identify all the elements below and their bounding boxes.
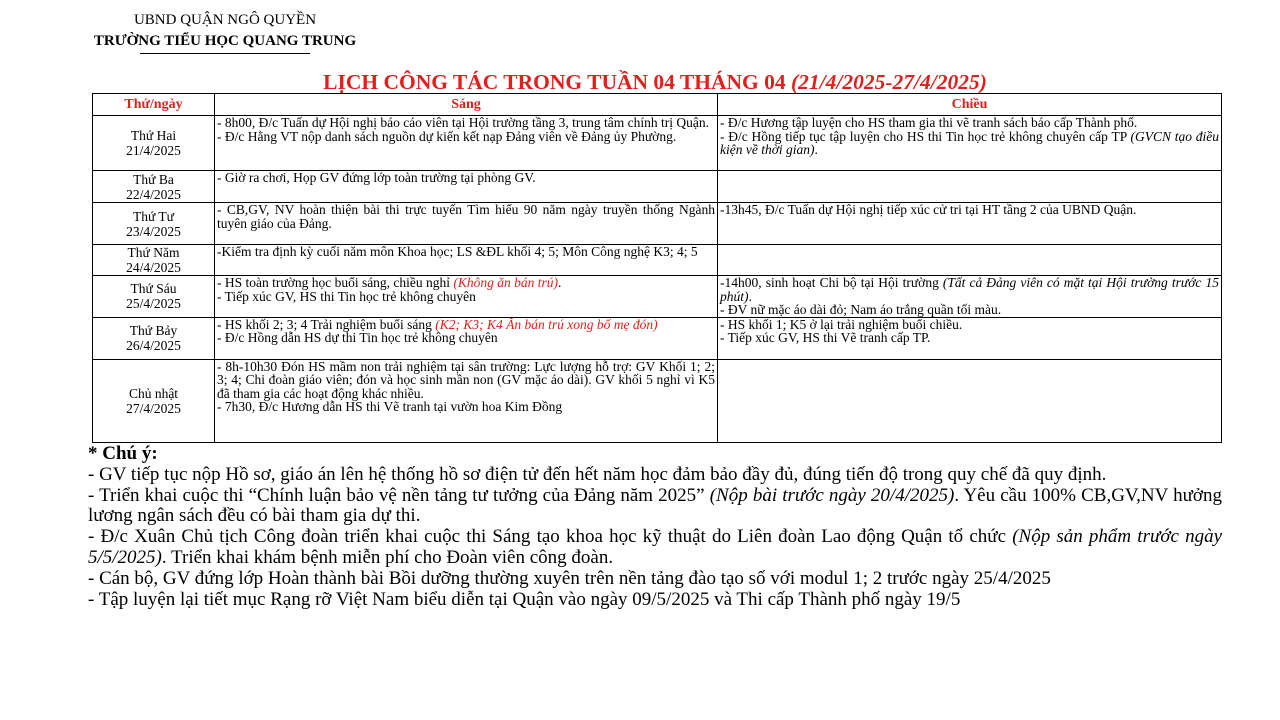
note-item [88,486,1222,528]
day-cell [93,171,215,203]
afternoon-item-tail: . [748,288,752,304]
note-text: - Triển khai cuộc thi “Chính luận bảo vệ nền tảng tư tưởng của Đảng năm 2025” [88,484,710,506]
morning-item-text: - 7h30, Đ/c Hương dẫn HS thi Vẽ tranh tại vườn hoa Kim Đồng [217,399,563,414]
note-item [88,465,1222,486]
morning-item-text: - 8h00, Đ/c Tuấn dự Hội nghị báo cáo viên tại Hội trường tầng 3, trung tâm chính trị Quận. [217,115,709,130]
day-cell [93,245,215,276]
header-underline [140,53,310,54]
morning-item-text: - Giờ ra chơi, Họp GV đứng lớp toàn trường tại phòng GV. [217,170,536,185]
morning-item [217,130,715,144]
day-date: 22/4/2025 [126,186,181,202]
afternoon-cell [718,276,1222,318]
day-date: 27/4/2025 [126,400,181,416]
note-item [88,569,1222,590]
day-date: 26/4/2025 [126,338,181,353]
afternoon-item-text: - HS khối 1; K5 ở lại trải nghiệm buổi chiều. [720,316,963,332]
title-dates: (21/4/2025-27/4/2025) [791,70,987,94]
page-title [90,68,1220,96]
org-name: UBND QUẬN NGÔ QUYỀN [133,12,317,28]
school-name: TRƯỜNG TIỂU HỌC QUANG TRUNG [93,33,357,49]
note-text: - Cán bộ, GV đứng lớp Hoàn thành bài Bồi dưỡng thường xuyên trên nền tảng đào tạo số với modul 1; 2 trước ngày 25/4/2025 [88,567,1051,589]
day-name: Chủ nhật [128,385,179,401]
morning-item [217,290,715,304]
day-name: Thứ Ba [133,171,174,187]
note-tail: . Yêu cầu 100% CB,GV,NV hưởng lương ngân sách đều có bài tham gia dự thi. [88,484,1222,527]
afternoon-item-text: - ĐV nữ mặc áo dài đỏ; Nam áo trắng quần tối màu. [720,302,1002,317]
table-row [93,171,1222,203]
note-item [88,527,1222,569]
table-row [93,276,1222,318]
morning-cell [215,245,718,276]
afternoon-cell [718,245,1222,276]
day-name: Thứ Tư [132,208,174,224]
table-row [93,317,1222,359]
afternoon-item-text: - Đ/c Hương tập luyện cho HS tham gia thi vẽ tranh sách báo cấp Thành phố. [720,115,1138,130]
morning-item [217,360,715,401]
afternoon-item [720,203,1219,217]
day-name: Thứ Sáu [130,281,177,297]
note-text: - Đ/c Xuân Chủ tịch Công đoàn triển khai cuộc thi Sáng tạo khoa học kỹ thuật do Liên đoàn Lao động Quận tổ chức [88,526,1013,548]
day-cell [93,203,215,245]
document-header [40,10,410,54]
notes-section [88,444,1222,610]
morning-item [217,318,715,332]
morning-item-highlight: (K2; K3; K4 Ăn bán trú xong bố mẹ đón) [435,316,658,332]
day-cell [93,359,215,442]
morning-cell [215,276,718,318]
day-cell [93,317,215,359]
morning-item-highlight: (Không ăn bán trú) [453,275,559,290]
afternoon-item-emphasis: (Tất cả Đảng viên có mặt tại Hội trường trước 15 phút) [720,275,1219,304]
note-emphasis: (Nộp sản phẩm trước ngày 5/5/2025) [88,526,1222,568]
table-header-row [93,94,1222,116]
afternoon-item-text: -14h00, sinh hoạt Chi bộ tại Hội trường [720,275,943,290]
morning-item-text: - HS toàn trường học buổi sáng, chiều nghỉ [217,275,454,290]
afternoon-item [720,318,1219,332]
morning-item-text: - Tiếp xúc GV, HS thi Tin học trẻ không chuyên [217,288,476,304]
afternoon-cell [718,116,1222,171]
morning-item-text: - Đ/c Hồng dẫn HS dự thi Tin học trẻ không chuyên [217,330,498,345]
afternoon-item-text: - Tiếp xúc GV, HS thi Vẽ tranh cấp TP. [720,330,931,345]
afternoon-cell [718,359,1222,442]
morning-item [217,245,715,259]
notes-heading: * Chú ý: [88,443,158,464]
day-name: Thứ Năm [127,245,180,260]
day-date: 25/4/2025 [126,296,181,312]
morning-item-text: - CB,GV, NV hoàn thiện bài thi trực tuyến Tìm hiểu 90 năm ngày truyền thống Ngành tuyên giáo của Đảng. [217,202,715,231]
afternoon-item [720,276,1219,303]
table-row [93,203,1222,245]
afternoon-cell [718,203,1222,245]
afternoon-item-text: -13h45, Đ/c Tuấn dự Hội nghị tiếp xúc cử tri tại HT tầng 2 của UBND Quận. [720,202,1137,217]
morning-item-text: - HS khối 2; 3; 4 Trải nghiệm buổi sáng [217,316,436,332]
morning-item [217,171,715,185]
day-name: Thứ Bảy [129,323,178,338]
day-cell [93,116,215,171]
morning-item-text: - Đ/c Hằng VT nộp danh sách nguồn dự kiến kết nạp Đảng viên về Đảng ủy Phường. [217,128,677,144]
table-row [93,359,1222,442]
note-emphasis: (Nộp bài trước ngày 20/4/2025) [709,484,955,506]
morning-item [217,331,715,345]
day-date: 23/4/2025 [126,223,181,239]
afternoon-item-emphasis: (GVCN tạo điều kiện về thời gian) [720,128,1219,157]
afternoon-item-text: - Đ/c Hồng tiếp tục tập luyện cho HS thi Tin học trẻ không chuyên cấp TP [720,128,1131,144]
afternoon-item [720,303,1219,317]
note-text: - GV tiếp tục nộp Hồ sơ, giáo án lên hệ thống hồ sơ điện tử đến hết năm học đảm bảo đầy đủ, đúng tiến độ trong quy chế đã quy định. [88,463,1107,485]
afternoon-item-tail: . [814,142,818,157]
afternoon-item [720,331,1219,345]
morning-item [217,203,715,230]
afternoon-cell [718,317,1222,359]
note-tail: . Triển khai khám bệnh miễn phí cho Đoàn viên công đoàn. [161,546,614,568]
afternoon-item [720,116,1219,130]
day-cell [93,276,215,318]
morning-item [217,116,715,130]
note-text: - Tập luyện lại tiết mục Rạng rỡ Việt Nam biểu diễn tại Quận vào ngày 09/5/2025 và Thi cấp Thành phố ngày 19/5 [88,588,961,610]
morning-item-text: -Kiểm tra định kỳ cuối năm môn Khoa học; LS &ĐL khối 4; 5; Môn Công nghệ K3; 4; 5 [217,244,698,259]
header-afternoon: Chiều [718,94,1222,116]
header-morning: Sáng [215,94,718,116]
morning-cell [215,116,718,171]
table-row [93,245,1222,276]
header-day: Thứ/ngày [93,94,215,116]
morning-item-tail: . [558,275,562,290]
notes-list [88,465,1222,611]
table-row [93,116,1222,171]
day-date: 24/4/2025 [126,260,181,275]
morning-item [217,276,715,290]
day-date: 21/4/2025 [126,143,181,158]
title-main: LỊCH CÔNG TÁC TRONG TUẦN 04 THÁNG 04 [323,70,792,94]
afternoon-cell [718,171,1222,203]
note-item [88,590,1222,611]
morning-item-text: - 8h-10h30 Đón HS mầm non trải nghiệm tại sân trường: Lực lượng hỗ trợ: GV Khối 1; 2; 3; 4; Chi đoàn giáo viên; đón và học sinh mần non (GV mặc áo dài). GV khối 5 nghỉ vì K5 đã tham gia các hoạt động khác nhiều. [217,358,715,401]
afternoon-item [720,130,1219,157]
morning-cell [215,171,718,203]
morning-cell [215,203,718,245]
morning-cell [215,317,718,359]
morning-cell [215,359,718,442]
schedule-table [92,93,1222,443]
day-name: Thứ Hai [130,128,177,143]
morning-item [217,400,715,414]
